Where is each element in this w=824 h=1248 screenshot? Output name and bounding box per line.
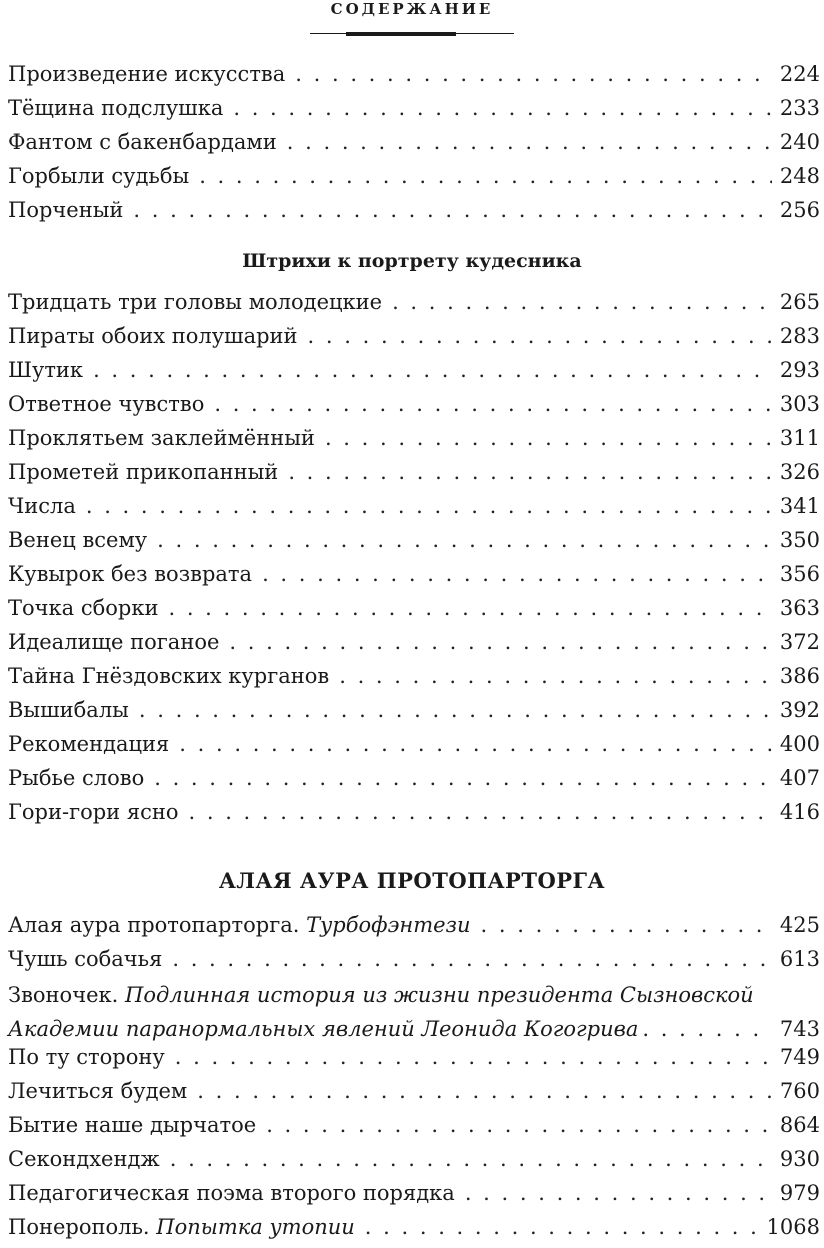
entry-title: Тридцать три головы молодецкие — [8, 290, 383, 314]
toc-entry[interactable] — [8, 908, 820, 942]
dot-leader — [481, 908, 772, 942]
dot-leader — [93, 353, 772, 387]
entry-subtitle: Попытка утопии — [156, 1215, 355, 1239]
entry-title: Рыбье слово — [8, 766, 145, 790]
dot-leader — [199, 159, 772, 193]
dot-leader — [139, 693, 772, 727]
dot-leader — [133, 193, 771, 227]
header-rule-accent — [346, 32, 456, 36]
entry-title: Прометей прикопанный — [8, 460, 279, 484]
entry-page: 407 — [779, 766, 820, 790]
toc-entry[interactable] — [8, 557, 820, 591]
entry-title: Понерополь. Попытка утопии — [8, 1215, 355, 1239]
entry-title: Венец всему — [8, 528, 148, 552]
entry-title: Ответное чувство — [8, 392, 205, 416]
entry-title: Рекомендация — [8, 732, 170, 756]
dot-leader — [308, 319, 772, 353]
toc-entry[interactable] — [8, 795, 820, 829]
entry-title: Числа — [8, 494, 76, 518]
entry-title: Порченый — [8, 198, 124, 222]
entry-page: 256 — [779, 198, 820, 222]
dot-leader — [154, 761, 772, 795]
entry-page: 386 — [779, 664, 820, 688]
entry-page: 326 — [779, 460, 820, 484]
entry-title: Точка сборки — [8, 596, 159, 620]
entry-page: 303 — [779, 392, 820, 416]
entry-page: 400 — [779, 732, 820, 756]
toc-entry[interactable] — [8, 193, 820, 227]
entry-page: 749 — [779, 1045, 820, 1069]
entry-page: 979 — [779, 1181, 820, 1205]
dot-leader — [175, 1040, 772, 1074]
toc-entry[interactable] — [8, 455, 820, 489]
entry-page: 240 — [779, 130, 820, 154]
entry-title: Алая аура протопарторга. Турбофэнтези — [8, 913, 471, 937]
entry-page: 224 — [779, 62, 820, 86]
toc-entry[interactable] — [8, 523, 820, 557]
entry-subtitle: Подлинная история из жизни президента Сызновской — [125, 983, 754, 1007]
entry-title: Горбыли судьбы — [8, 164, 190, 188]
dot-leader — [214, 387, 772, 421]
entry-page: 341 — [779, 494, 820, 518]
entry-title: Гори-гори ясно — [8, 800, 179, 824]
entry-title: Вышибалы — [8, 698, 129, 722]
entry-page: 743 — [779, 1017, 820, 1041]
entry-page: 864 — [779, 1113, 820, 1137]
toc-entry[interactable] — [8, 727, 820, 761]
entry-title: Фантом с бакенбардами — [8, 130, 277, 154]
entry-page: 350 — [779, 528, 820, 552]
dot-leader — [266, 1108, 772, 1142]
toc-entry[interactable] — [8, 489, 820, 523]
entry-page: 265 — [779, 290, 820, 314]
dot-leader — [392, 285, 772, 319]
toc-entry[interactable] — [8, 659, 820, 693]
dot-leader — [325, 421, 772, 455]
toc-entry[interactable] — [8, 625, 820, 659]
entry-title: Проклятьем заклеймённый — [8, 426, 315, 450]
dot-leader — [172, 942, 772, 976]
dot-leader — [365, 1210, 759, 1244]
toc-entry[interactable] — [8, 285, 820, 319]
entry-title: Произведение искусства — [8, 62, 286, 86]
entry-page: 930 — [779, 1147, 820, 1171]
entry-title: Педагогическая поэма второго порядка — [8, 1181, 455, 1205]
toc-entry[interactable] — [8, 319, 820, 353]
running-head: СОДЕРЖАНИЕ — [330, 0, 494, 18]
dot-leader — [189, 795, 772, 829]
entry-page: 613 — [779, 947, 820, 971]
entry-title: Шутик — [8, 358, 84, 382]
toc-entry[interactable] — [8, 942, 820, 976]
toc-entry[interactable] — [8, 57, 820, 91]
dot-leader — [168, 591, 771, 625]
toc-entry[interactable] — [8, 91, 820, 125]
entry-title: По ту сторону — [8, 1045, 165, 1069]
toc-entry[interactable] — [8, 693, 820, 727]
toc-entry[interactable] — [8, 1108, 820, 1142]
toc-entry[interactable] — [8, 125, 820, 159]
toc-entry[interactable] — [8, 1176, 820, 1210]
entry-title: Лечиться будем — [8, 1079, 188, 1103]
entry-page: 425 — [779, 913, 820, 937]
dot-leader — [179, 727, 772, 761]
entry-title: Чушь собачья — [8, 947, 163, 971]
entry-title: Секондхендж — [8, 1147, 160, 1171]
toc-entry-multiline[interactable] — [8, 978, 820, 1046]
entry-subtitle-continued: Академии паранормальных явлений Леонида Когогрива — [8, 1017, 639, 1041]
entry-page: 372 — [779, 630, 820, 654]
entry-subtitle: Турбофэнтези — [306, 913, 471, 937]
dot-leader — [262, 557, 772, 591]
section-heading: АЛАЯ АУРА ПРОТОПАРТОРГА — [218, 868, 606, 893]
entry-page: 392 — [779, 698, 820, 722]
entry-title: Тайна Гнёздовских курганов — [8, 664, 330, 688]
toc-entry[interactable] — [8, 1210, 820, 1244]
toc-entry[interactable] — [8, 159, 820, 193]
toc-entry[interactable] — [8, 591, 820, 625]
entry-title: Пираты обоих полушарий — [8, 324, 298, 348]
dot-leader — [465, 1176, 772, 1210]
dot-leader — [229, 625, 772, 659]
entry-page: 356 — [779, 562, 820, 586]
entry-page: 760 — [779, 1079, 820, 1103]
toc-entry[interactable] — [8, 353, 820, 387]
dot-leader — [233, 91, 772, 125]
toc-entry[interactable] — [8, 761, 820, 795]
dot-leader — [157, 523, 772, 557]
entry-title: Идеалище поганое — [8, 630, 220, 654]
entry-page: 363 — [779, 596, 820, 620]
dot-leader — [339, 659, 772, 693]
dot-leader — [288, 455, 772, 489]
toc-entry[interactable] — [8, 1040, 820, 1074]
entry-page: 416 — [779, 800, 820, 824]
section-heading: Штрихи к портрету кудесника — [242, 250, 582, 272]
dot-leader — [287, 125, 772, 159]
entry-page: 311 — [779, 426, 820, 450]
entry-page: 1068 — [766, 1215, 820, 1239]
dot-leader — [295, 57, 772, 91]
entry-title: Кувырок без возврата — [8, 562, 253, 586]
entry-page: 233 — [779, 96, 820, 120]
entry-page: 283 — [779, 324, 820, 348]
entry-page: 248 — [779, 164, 820, 188]
entry-title: Бытие наше дырчатое — [8, 1113, 257, 1137]
toc-entry[interactable] — [8, 1142, 820, 1176]
dot-leader — [86, 489, 772, 523]
entry-title: Тёщина подслушка — [8, 96, 224, 120]
entry-title: Звоночек. Подлинная история из жизни президента Сызновской — [8, 983, 754, 1007]
toc-entry[interactable] — [8, 387, 820, 421]
entry-page: 293 — [779, 358, 820, 382]
dot-leader — [170, 1142, 772, 1176]
toc-entry[interactable] — [8, 1074, 820, 1108]
dot-leader — [197, 1074, 772, 1108]
toc-entry[interactable] — [8, 421, 820, 455]
